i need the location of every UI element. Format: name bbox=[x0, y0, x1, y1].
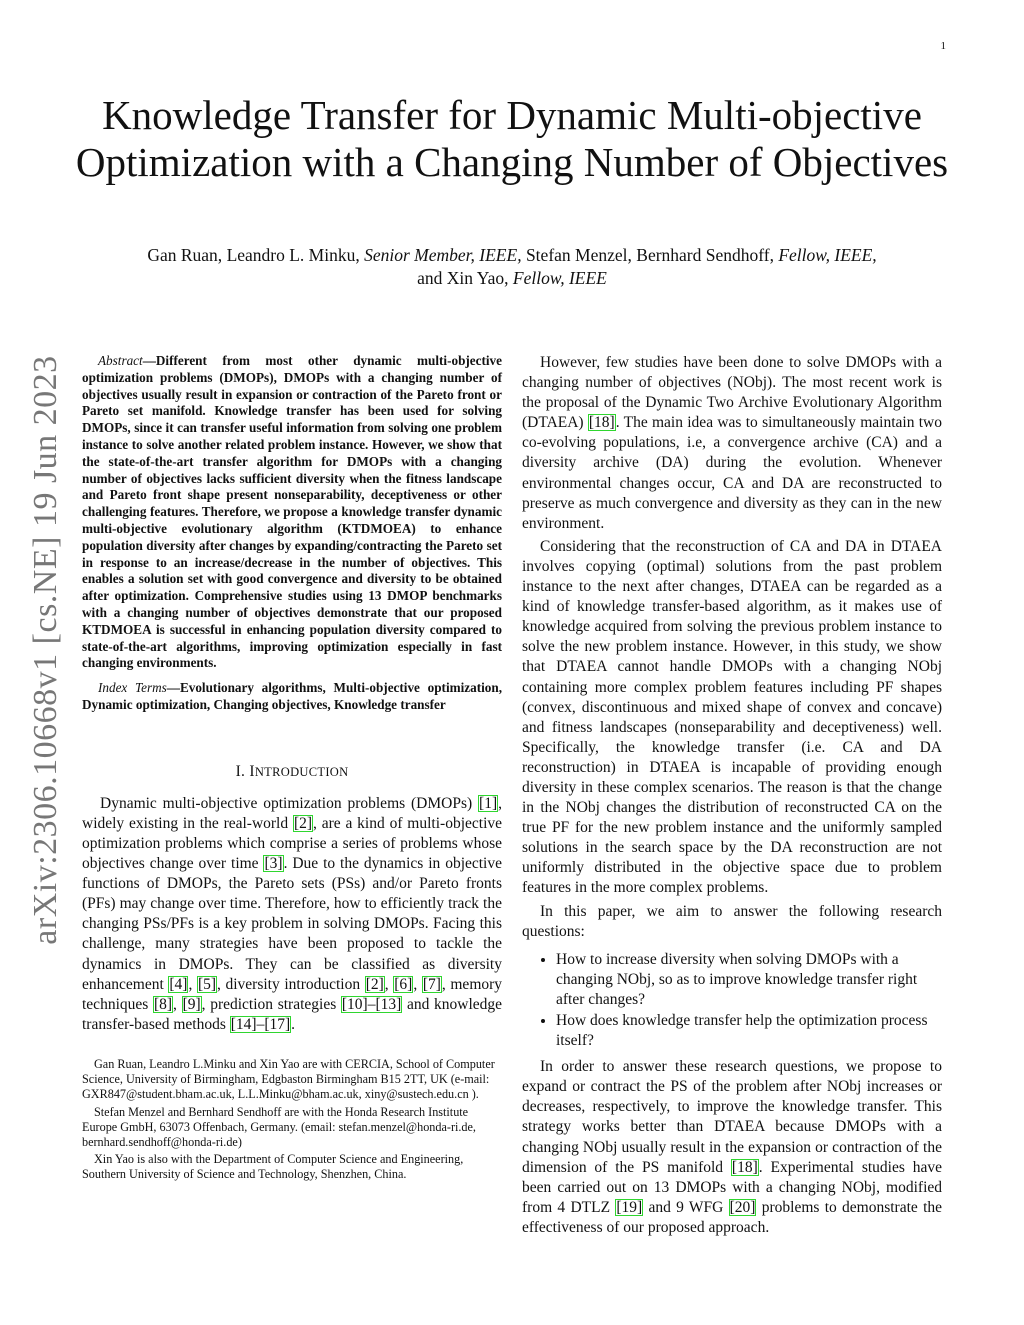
paper-title: Knowledge Transfer for Dynamic Multi-objective Optimization with a Changing Number of Objectives bbox=[75, 92, 949, 185]
paragraph-text: , bbox=[188, 975, 197, 993]
paragraph-text: , diversity introduction bbox=[217, 975, 365, 993]
paragraph-text: and knowledge transfer-based methods bbox=[82, 995, 503, 1033]
footnote-affiliation: Stefan Menzel and Bernhard Sendhoff are with the Honda Research Institute Europe GmbH, 63073 Offenbach, Germany. (email: stefan.menzel@honda-ri.de, bernhard.sendhoff@honda-ri.de) bbox=[82, 1104, 476, 1149]
index-terms-text: —Evolutionary algorithms, Multi-objective optimization, Dynamic optimization, Changing objectives, Knowledge transfer bbox=[82, 680, 502, 712]
paragraph-text: , memory techniques bbox=[82, 975, 503, 1013]
body-paragraph bbox=[522, 353, 942, 534]
list-item: • How does knowledge transfer help the optimization process itself? bbox=[556, 1011, 942, 1051]
citation-link[interactable]: [18] bbox=[731, 1158, 758, 1176]
citation-link[interactable]: [2] bbox=[365, 975, 384, 993]
arxiv-stamp bbox=[16, 350, 76, 950]
citation-link[interactable]: [6] bbox=[394, 975, 413, 993]
author-name: Stefan Menzel, bbox=[521, 245, 637, 265]
paragraph-text: . The main idea was to simultaneously maintain two co-evolving populations, i.e, a convergence archive (CA) and a diversity archive (DA) during the evolution. Whenever environmental changes occur, CA and DA are reconstructed to preserve as much convergence and diversity as they can in the new environment. bbox=[522, 414, 942, 532]
citation-link[interactable]: [18] bbox=[588, 414, 615, 432]
citation-link[interactable]: [5] bbox=[197, 975, 217, 993]
citation-link[interactable]: [9] bbox=[182, 995, 201, 1013]
paragraph-text: , bbox=[173, 995, 182, 1013]
right-column bbox=[522, 353, 942, 1238]
section-heading bbox=[82, 762, 502, 782]
citation-link[interactable]: [2] bbox=[293, 814, 313, 832]
citation-link[interactable]: [1] bbox=[479, 794, 498, 812]
arxiv-stamp-text: arXiv:2306.10668v1 [cs.NE] 19 Jun 2023 bbox=[27, 355, 64, 945]
intro-paragraph bbox=[82, 794, 502, 1035]
abstract-label: Abstract bbox=[98, 353, 143, 368]
author-name: Bernhard Sendhoff, bbox=[636, 245, 779, 265]
paragraph-text: , widely existing in the real-world bbox=[82, 794, 502, 832]
abstract-text: —Different from most other dynamic multi-objective optimization problems (DMOPs), DMOPs with a changing number of objectives usually result in expansion or contraction of the Pareto front or Pareto set manifold. Knowledge transfer has been used for solving DMOPs, since it can transfer useful information from solving one problem instance to solve another related problem instance. However, we show that the state-of-the-art transfer algorithm for DMOPs with a changing number of objectives lacks sufficient diversity when the fitness landscape and Pareto front shape present nonseparability, deceptiveness or other challenging features. Therefore, we propose a knowledge transfer dynamic multi-objective evolutionary algorithm (KTDMOEA) to enhance population diversity after changes by expanding/contracting the Pareto set in response to an increase/decrease in the number of objectives. This enables a solution set with good convergence and diversity to be obtained after optimization. Comprehensive studies using 13 DMOP benchmarks with a changing number of objectives demonstrate that our proposed KTDMOEA is successful in enhancing population diversity compared to state-of-the-art algorithms, improving optimization especially in fast changing environments. bbox=[82, 353, 502, 671]
citation-link[interactable]: [4] bbox=[169, 975, 188, 993]
left-column bbox=[82, 353, 502, 1185]
author-list bbox=[60, 244, 964, 290]
index-terms-label: Index Terms bbox=[98, 680, 167, 696]
body-paragraph bbox=[522, 1057, 942, 1238]
section-title-rest: NTRODUCTION bbox=[254, 764, 349, 779]
citation-link[interactable]: [3] bbox=[264, 855, 283, 873]
author-name: Leandro L. Minku, bbox=[226, 245, 365, 265]
body-paragraph: In this paper, we aim to answer the following research questions: bbox=[522, 902, 942, 940]
body-paragraph: Considering that the reconstruction of CA and DA in DTAEA involves copying (optimal) solutions from the past problem instance to the next after changes, DTAEA can be regarded as a kind of knowledge transfer-based algorithm, as it makes use of knowledge acquired from solving the previous problem instance to solve the new problem instance. However, in this study, we show that DTAEA cannot handle DMOPs with a changing NObj containing more complex problem features including PF shapes (convex, discontinuous and mixed shape of convex and concave) and fitness landscapes (nonseparability and deceptiveness) well. Specifically, the knowledge transfer (i.e. CA and DA reconstruction) in DTAEA is incapable of providing enough diversity in these complex scenarios. The reason is that the change in the NObj changes the distribution of reconstructed CA on the true PF for the new problem instance and the uniformly sampled solutions in the search space by the DA reconstruction are not uniformly distributed in the objective space due to problem features in the more complex problems. bbox=[522, 537, 942, 897]
paragraph-text: and 9 WFG bbox=[643, 1198, 729, 1216]
paragraph-text: , are a kind of multi-objective optimization problems which comprise a series of problems whose objectives change over time bbox=[82, 814, 503, 873]
paragraph-text: . bbox=[291, 1015, 296, 1033]
section-initial: I bbox=[249, 762, 255, 780]
citation-link[interactable]: [14]–[17] bbox=[230, 1015, 291, 1033]
citation-link[interactable]: [10]–[13] bbox=[341, 995, 402, 1013]
section-number: I. bbox=[235, 762, 246, 780]
research-questions-list bbox=[522, 950, 942, 1051]
author-name: and Xin Yao, bbox=[417, 268, 513, 288]
paragraph-text: In order to answer these research questions, we propose to expand or contract the PS of the problem after NObj increases or decreases, respectively, to improve the knowledge transfer. This strategy works better than DTAEA because DMOPs with a changing NObj usually result in the expansion or contraction of the dimension of the PS manifold bbox=[522, 1058, 942, 1176]
footnotes bbox=[82, 1057, 502, 1183]
footnote-affiliation: Xin Yao is also with the Department of Computer Science and Engineering, Southern University of Science and Technology, Shenzhen, China. bbox=[82, 1152, 464, 1182]
paragraph-text: However, few studies have been done to solve DMOPs with a changing number of objectives (NObj). The most recent work is the proposal of the Dynamic Two Archive Evolutionary Algorithm (DTAEA) bbox=[522, 354, 942, 432]
paragraph-text: . Experimental studies have been carried out on 13 DMOPs with a changing NObj, modified from 4 DTLZ bbox=[522, 1158, 943, 1216]
paragraph-text: , prediction strategies bbox=[201, 995, 341, 1013]
paragraph-text: , bbox=[413, 975, 422, 993]
citation-link[interactable]: [20] bbox=[729, 1198, 756, 1216]
footnote-affiliation: Gan Ruan, Leandro L.Minku and Xin Yao are with CERCIA, School of Computer Science, University of Birmingham, Edgbaston Birmingham B15 2TT, UK (e-mail: GXR847@student.bham.ac.uk, L.L.Minku@bham.ac.uk, xiny@sustech.edu.cn ). bbox=[82, 1056, 495, 1102]
list-item: • How to increase diversity when solving DMOPs with a changing NObj, so as to improve knowledge transfer right after changes? bbox=[556, 950, 942, 1010]
index-terms bbox=[82, 680, 502, 714]
author-role: Senior Member, IEEE, bbox=[364, 245, 522, 265]
paragraph-text: problems to demonstrate the effectiveness of our proposed approach. bbox=[522, 1198, 943, 1236]
citation-link[interactable]: [7] bbox=[422, 975, 441, 993]
abstract bbox=[82, 353, 502, 672]
paragraph-text: , bbox=[384, 975, 394, 993]
author-role: Fellow, IEEE bbox=[512, 268, 607, 288]
page-number: 1 bbox=[940, 40, 946, 52]
author-role: Fellow, IEEE, bbox=[778, 245, 877, 265]
paragraph-text: . Due to the dynamics in objective functions of DMOPs, the Pareto sets (PSs) and/or Pareto fronts (PFs) may change over time. Therefore, how to efficiently track the changing PSs/PFs is a key problem in solving DMOPs. Facing this challenge, many strategies have been proposed to tackle the dynamics in DMOPs. They can be classified as diversity enhancement bbox=[82, 855, 502, 993]
author-name: Gan Ruan, bbox=[147, 245, 227, 265]
citation-link[interactable]: [19] bbox=[616, 1198, 643, 1216]
paragraph-text: Dynamic multi-objective optimization problems (DMOPs) bbox=[100, 794, 479, 812]
citation-link[interactable]: [8] bbox=[153, 995, 173, 1013]
